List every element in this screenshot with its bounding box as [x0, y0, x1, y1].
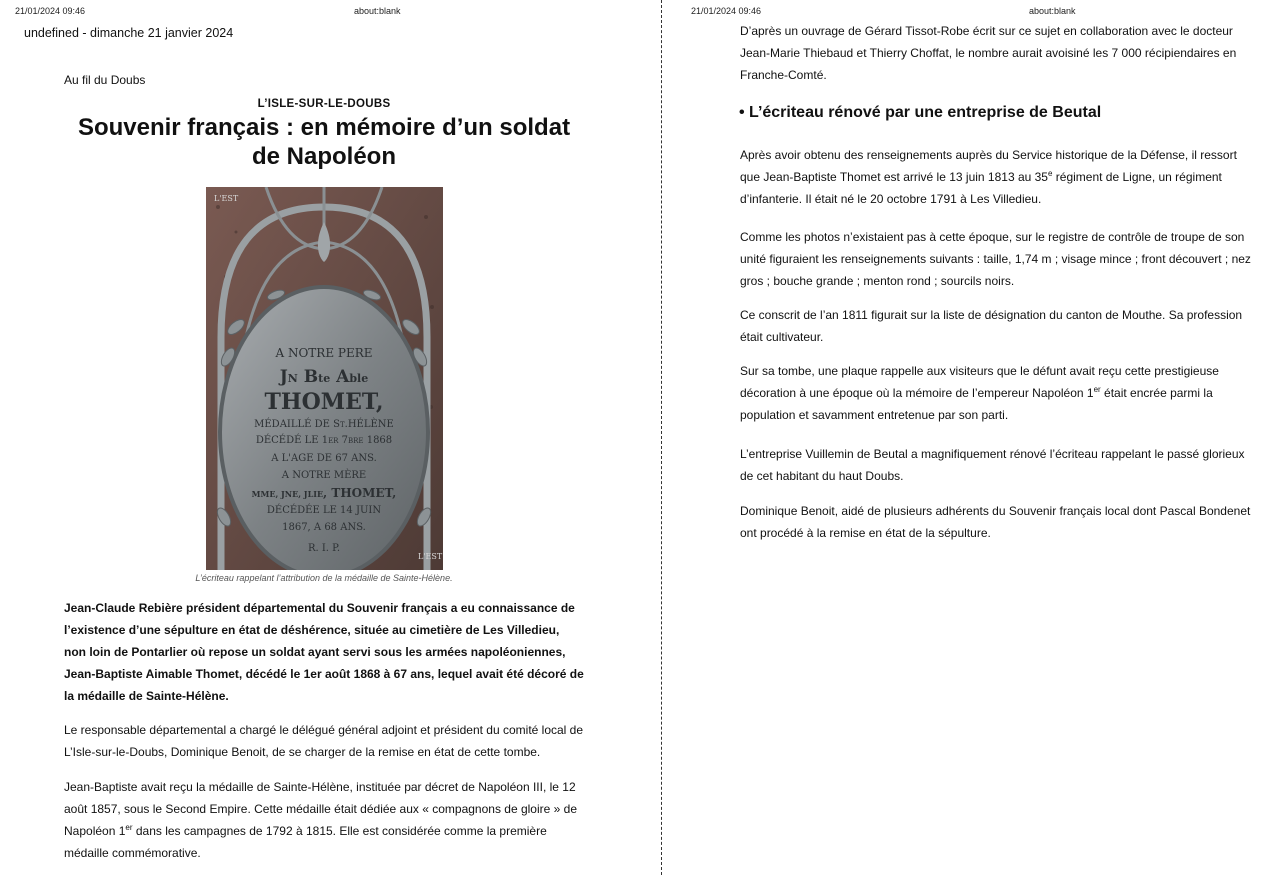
plaque-line-2: JN Bte Able	[279, 367, 369, 387]
plaque-line-8: MME, JNE, JLIE, THOMET,	[251, 486, 397, 500]
plaque-line-11: R. I. P.	[307, 543, 341, 554]
plaque-line-1: A NOTRE PERE	[275, 346, 373, 360]
plaque-line-7: A NOTRE MÈRE	[281, 470, 367, 481]
article-photo	[206, 187, 443, 570]
right-page	[663, 0, 1263, 875]
paragraph: Dominique Benoit, aidé de plusieurs adhérents du Souvenir français local dont Pascal Bondenet ont procédé à la remise en état de la sépulture.	[740, 504, 1251, 540]
article-subline: undefined - dimanche 21 janvier 2024	[24, 26, 234, 40]
paragraph: Le responsable départemental a chargé le délégué général adjoint et président du comité local de L’Isle-sur-le-Doubs, Dominique Benoit, de se charger de la remise en état de cette tombe.	[64, 723, 584, 759]
subheading: • L’écriteau rénové par une entreprise de Beutal	[739, 104, 1102, 121]
paragraph: Comme les photos n’existaient pas à cette époque, sur le registre de contrôle de troupe de son unité figuraient les renseignements suivants : taille, 1,74 m ; visage mince ; front découvert ; nez gros ; bouche grande ; menton rond ; sourcils noirs.	[740, 230, 1251, 288]
plaque-line-3: THOMET,	[264, 389, 384, 415]
paragraph: L’entreprise Vuillemin de Beutal a magnifiquement rénové l’écriteau rappelant le passé glorieux de cet habitant du haut Doubs.	[740, 447, 1245, 483]
print-header-url: about:blank	[1029, 6, 1076, 16]
plaque-line-5: DÉCÉDÉ LE 1ER 7BRE 1868	[255, 435, 393, 446]
plaque-line-4: MÉDAILLÉ DE ST.HÉLÈNE	[254, 419, 394, 430]
lead-paragraph: Jean-Claude Rebière président départemental du Souvenir français a eu connaissance de l’existence d’une sépulture en état de déshérence, située au cimetière de Les Villedieu, non loin de Pontarlier où repose un soldat ayant servi sous les armées napoléoniennes, Jean-Baptiste Aimable Thomet, décédé le 1er août 1868 à 67 ans, lequel avait été décoré de la médaille de Sainte-Hélène.	[64, 601, 584, 703]
section-name: Au fil du Doubs	[64, 73, 146, 87]
print-header-datetime: 21/01/2024 09:46	[15, 6, 86, 16]
article-title: Souvenir français : en mémoire d’un soldat de Napoléon	[77, 114, 571, 170]
plaque-line-6: A L'AGE DE 67 ANS.	[271, 453, 377, 464]
print-header-url: about:blank	[354, 6, 401, 16]
paragraph: Après avoir obtenu des renseignements auprès du Service historique de la Défense, il ressort que Jean-Baptiste Thomet est arrivé le 13 juin 1813 au 35e régiment de Ligne, un régiment d’infanterie. Il était né le 20 octobre 1791 à Les Villedieu.	[740, 148, 1237, 206]
print-header-datetime: 21/01/2024 09:46	[691, 6, 762, 16]
plaque-line-9: DÉCÉDÉE LE 14 JUIN	[266, 505, 382, 516]
paragraph: Jean-Baptiste avait reçu la médaille de Sainte-Hélène, instituée par décret de Napoléon III, le 12 août 1857, sous le Second Empire. Cette médaille était dédiée aux « compagnons de gloire » de Napoléon 1er dans les campagnes de 1792 à 1815. Elle est considérée comme la première médaille commémorative.	[64, 780, 577, 860]
article-kicker: L’ISLE-SUR-LE-DOUBS	[257, 98, 391, 110]
plaque-image	[206, 187, 443, 570]
photo-watermark-top: L'EST	[214, 194, 239, 203]
paragraph: Ce conscrit de l’an 1811 figurait sur la liste de désignation du canton de Mouthe. Sa profession était cultivateur.	[740, 308, 1243, 344]
photo-watermark-bottom: L'EST	[418, 552, 443, 561]
photo-caption: L’écriteau rappelant l’attribution de la médaille de Sainte-Hélène.	[195, 573, 453, 583]
plaque-line-10: 1867, A 68 ANS.	[282, 522, 366, 533]
paragraph: Sur sa tombe, une plaque rappelle aux visiteurs que le défunt avait reçu cette prestigieuse décoration à une époque où la mémoire de l’empereur Napoléon 1er était encrée parmi la population et savamment entretenue par son parti.	[740, 364, 1219, 422]
page-divider	[661, 0, 662, 875]
paragraph: D’après un ouvrage de Gérard Tissot-Robe écrit sur ce sujet en collaboration avec le docteur Jean-Marie Thiebaud et Thierry Choffat, le nombre aurait avoisiné les 7 000 récipiendaires en Franche-Comté.	[740, 24, 1237, 82]
